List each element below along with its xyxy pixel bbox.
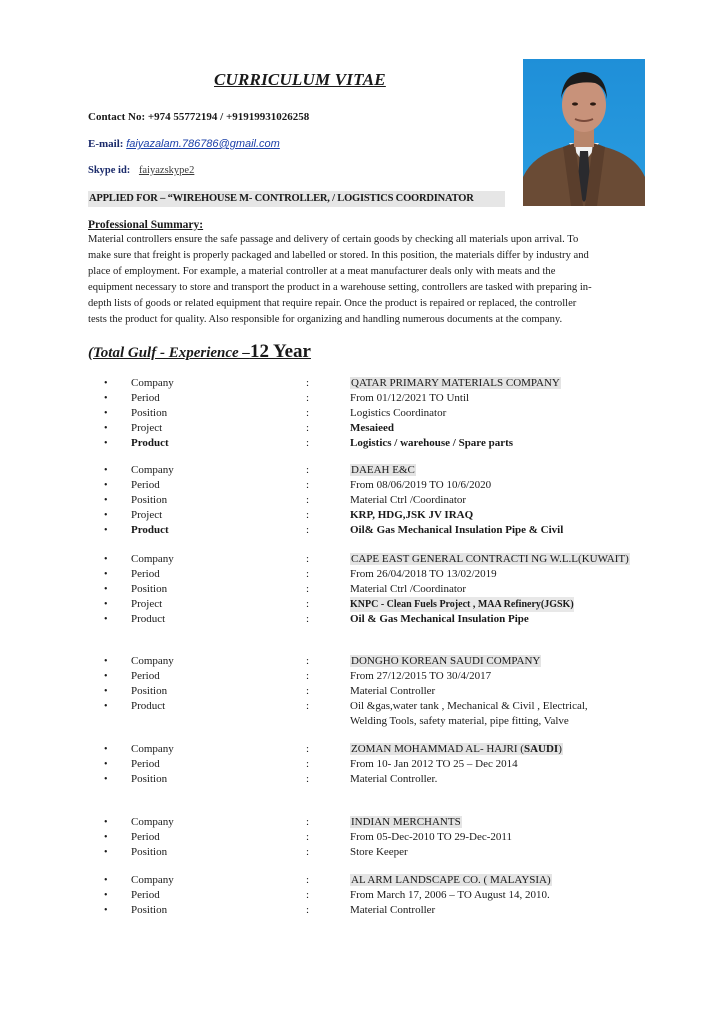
experience-row-period	[104, 478, 684, 493]
bullet: •	[104, 423, 108, 434]
field-label: Company	[131, 464, 174, 476]
summary-paragraph	[88, 232, 664, 328]
bullet: •	[104, 378, 108, 389]
field-label: Product	[131, 524, 169, 536]
field-colon: :	[306, 773, 310, 785]
experience-heading	[88, 341, 311, 363]
experience-row-project	[104, 421, 684, 436]
field-colon: :	[306, 700, 310, 712]
bullet: •	[104, 656, 108, 667]
field-value: Mesaieed	[350, 422, 394, 434]
experience-row-company	[104, 552, 684, 567]
document-title: CURRICULUM VITAE	[214, 70, 386, 89]
field-value: From 01/12/2021 TO Until	[350, 392, 470, 404]
field-label: Period	[131, 889, 160, 901]
field-label: Period	[131, 392, 160, 404]
skype-label: Skype id:	[88, 165, 131, 176]
experience-row-period	[104, 669, 684, 684]
field-value: Welding Tools, safety material, pipe fitting, Valve	[350, 715, 569, 727]
email-line	[88, 138, 280, 150]
bullet: •	[104, 510, 108, 521]
experience-row-company	[104, 654, 684, 669]
field-value: DAEAH E&C	[351, 464, 415, 476]
experience-row-period	[104, 888, 684, 903]
summary-line: place of employment. For example, a material controller at a meat manufacturer deals only with meats and the	[88, 266, 556, 277]
field-value: Material Controller	[350, 904, 436, 916]
field-colon: :	[306, 392, 310, 404]
field-label: Company	[131, 874, 174, 886]
field-value: Oil &gas,water tank , Mechanical & Civil , Electrical,	[350, 700, 588, 712]
field-value: KNPC - Clean Fuels Project , MAA Refinery(JGSK)	[350, 599, 574, 610]
field-label: Company	[131, 553, 174, 565]
experience-row-product	[104, 612, 684, 627]
bullet: •	[104, 569, 108, 580]
field-colon: :	[306, 743, 310, 755]
field-value: From 08/06/2019 TO 10/6/2020	[350, 479, 492, 491]
field-label: Position	[131, 685, 168, 697]
bullet: •	[104, 554, 108, 565]
experience-row-project	[104, 597, 684, 612]
bullet: •	[104, 599, 108, 610]
field-colon: :	[306, 758, 310, 770]
experience-row-period	[104, 391, 684, 406]
field-value: Oil & Gas Mechanical Insulation Pipe	[350, 613, 529, 625]
portrait-image	[523, 59, 645, 206]
bullet: •	[104, 408, 108, 419]
bullet: •	[104, 701, 108, 712]
field-colon: :	[306, 464, 310, 476]
field-value: ZOMAN MOHAMMAD AL- HAJRI (SAUDI)	[351, 743, 562, 755]
experience-row-position	[104, 582, 684, 597]
bullet: •	[104, 832, 108, 843]
experience-row-company	[104, 873, 684, 888]
experience-row-company	[104, 815, 684, 830]
field-value: Store Keeper	[350, 846, 408, 858]
field-label: Position	[131, 583, 168, 595]
field-colon: :	[306, 479, 310, 491]
bullet: •	[104, 905, 108, 916]
bullet: •	[104, 525, 108, 536]
field-colon: :	[306, 904, 310, 916]
field-colon: :	[306, 583, 310, 595]
field-label: Position	[131, 773, 168, 785]
experience-row-company	[104, 742, 684, 757]
field-label: Project	[131, 598, 163, 610]
field-value: DONGHO KOREAN SAUDI COMPANY	[351, 655, 541, 667]
experience-row-product	[104, 699, 684, 714]
field-label: Position	[131, 904, 168, 916]
field-label: Period	[131, 670, 160, 682]
field-label: Product	[131, 700, 166, 712]
field-colon: :	[306, 524, 310, 536]
field-label: Position	[131, 846, 168, 858]
field-value: Material Ctrl /Coordinator	[350, 583, 467, 595]
field-label: Project	[131, 509, 163, 521]
experience-row-company	[104, 463, 684, 478]
bullet: •	[104, 817, 108, 828]
experience-row-company	[104, 376, 684, 391]
experience-row-position	[104, 493, 684, 508]
experience-row-period	[104, 830, 684, 845]
experience-row-position	[104, 845, 684, 860]
field-label: Period	[131, 479, 160, 491]
field-label: Position	[131, 407, 168, 419]
field-label: Product	[131, 613, 166, 625]
summary-line: Material controllers ensure the safe passage and delivery of certain goods by checking all materials upon arrival. To	[88, 234, 579, 245]
field-label: Company	[131, 743, 174, 755]
experience-row-position	[104, 903, 684, 918]
field-value: Logistics Coordinator	[350, 407, 447, 419]
summary-line: make sure that freight is properly packaged and labelled or stored. In this position, the materials differ by industry and	[88, 250, 589, 261]
bullet: •	[104, 847, 108, 858]
field-colon: :	[306, 874, 310, 886]
field-colon: :	[306, 613, 310, 625]
field-value: From 26/04/2018 TO 13/02/2019	[350, 568, 497, 580]
field-colon: :	[306, 655, 310, 667]
summary-line: tests the product for quality. Also responsible for organizing and handling numerous documents at the company.	[88, 314, 563, 325]
field-colon: :	[306, 831, 310, 843]
field-label: Period	[131, 831, 160, 843]
field-value: INDIAN MERCHANTS	[351, 816, 461, 828]
field-colon: :	[306, 509, 310, 521]
experience-row-position	[104, 406, 684, 421]
field-label: Company	[131, 816, 174, 828]
field-value: Material Ctrl /Coordinator	[350, 494, 467, 506]
bullet: •	[104, 438, 108, 449]
field-value: Logistics / warehouse / Spare parts	[350, 437, 514, 449]
skype-line	[88, 165, 194, 176]
field-value: From 10- Jan 2012 TO 25 – Dec 2014	[350, 758, 518, 770]
contact-value: +974 55772194 / +91919931026258	[147, 111, 310, 123]
field-label: Company	[131, 377, 174, 389]
summary-heading: Professional Summary:	[88, 219, 204, 231]
experience-row-period	[104, 567, 684, 582]
field-value: Oil& Gas Mechanical Insulation Pipe & Civil	[350, 524, 564, 536]
experience-years: 12 Year	[249, 341, 311, 362]
experience-row-position	[104, 772, 684, 787]
experience-row-product	[104, 523, 684, 538]
field-label: Period	[131, 568, 160, 580]
experience-row-project	[104, 508, 684, 523]
email-label: E-mail:	[88, 138, 124, 150]
field-colon: :	[306, 377, 310, 389]
field-colon: :	[306, 670, 310, 682]
experience-row-product	[104, 436, 684, 451]
profile-photo	[523, 59, 645, 206]
field-label: Period	[131, 758, 160, 770]
summary-line: equipment necessary to store and transport the product in a warehouse setting, controllers are tasked with preparing in-	[88, 282, 592, 293]
field-colon: :	[306, 437, 310, 449]
skype-link[interactable]: faiyazskype2	[138, 165, 195, 176]
field-colon: :	[306, 816, 310, 828]
field-colon: :	[306, 407, 310, 419]
bullet: •	[104, 495, 108, 506]
field-value: Material Controller	[350, 685, 436, 697]
bullet: •	[104, 774, 108, 785]
bullet: •	[104, 671, 108, 682]
field-colon: :	[306, 598, 310, 610]
field-colon: :	[306, 889, 310, 901]
bullet: •	[104, 890, 108, 901]
bullet: •	[104, 759, 108, 770]
contact-line	[88, 111, 309, 123]
field-colon: :	[306, 568, 310, 580]
applied-for: APPLIED FOR – “WIREHOUSE M- CONTROLLER, / LOGISTICS COORDINATOR	[88, 191, 505, 207]
bullet: •	[104, 686, 108, 697]
experience-heading-text: (Total Gulf - Experience –	[88, 345, 250, 361]
experience-row-period	[104, 757, 684, 772]
experience-row-continuation	[104, 714, 684, 729]
contact-label: Contact No:	[88, 111, 146, 123]
field-label: Product	[131, 437, 169, 449]
bullet: •	[104, 744, 108, 755]
bullet: •	[104, 480, 108, 491]
bullet: •	[104, 584, 108, 595]
field-value: AL ARM LANDSCAPE CO. ( MALAYSIA)	[351, 874, 551, 886]
field-colon: :	[306, 494, 310, 506]
field-label: Company	[131, 655, 174, 667]
email-link[interactable]: faiyazalam.786786@gmail.com	[126, 138, 280, 150]
field-value: From 05-Dec-2010 TO 29-Dec-2011	[350, 831, 513, 843]
bullet: •	[104, 465, 108, 476]
field-value: From 27/12/2015 TO 30/4/2017	[350, 670, 492, 682]
summary-line: depth lists of goods or related equipment that require repair. Once the product is repaired or replaced, the controller	[88, 298, 577, 309]
bullet: •	[104, 614, 108, 625]
experience-row-position	[104, 684, 684, 699]
field-colon: :	[306, 422, 310, 434]
field-colon: :	[306, 553, 310, 565]
field-colon: :	[306, 685, 310, 697]
field-value: KRP, HDG,JSK JV IRAQ	[350, 509, 474, 521]
field-label: Project	[131, 422, 163, 434]
field-value: Material Controller.	[350, 773, 438, 785]
field-label: Position	[131, 494, 168, 506]
field-value: QATAR PRIMARY MATERIALS COMPANY	[351, 377, 560, 389]
field-colon: :	[306, 846, 310, 858]
bullet: •	[104, 875, 108, 886]
bullet: •	[104, 393, 108, 404]
field-value: CAPE EAST GENERAL CONTRACTI NG W.L.L(KUWAIT)	[351, 553, 629, 565]
field-value: From March 17, 2006 – TO August 14, 2010.	[350, 889, 550, 901]
